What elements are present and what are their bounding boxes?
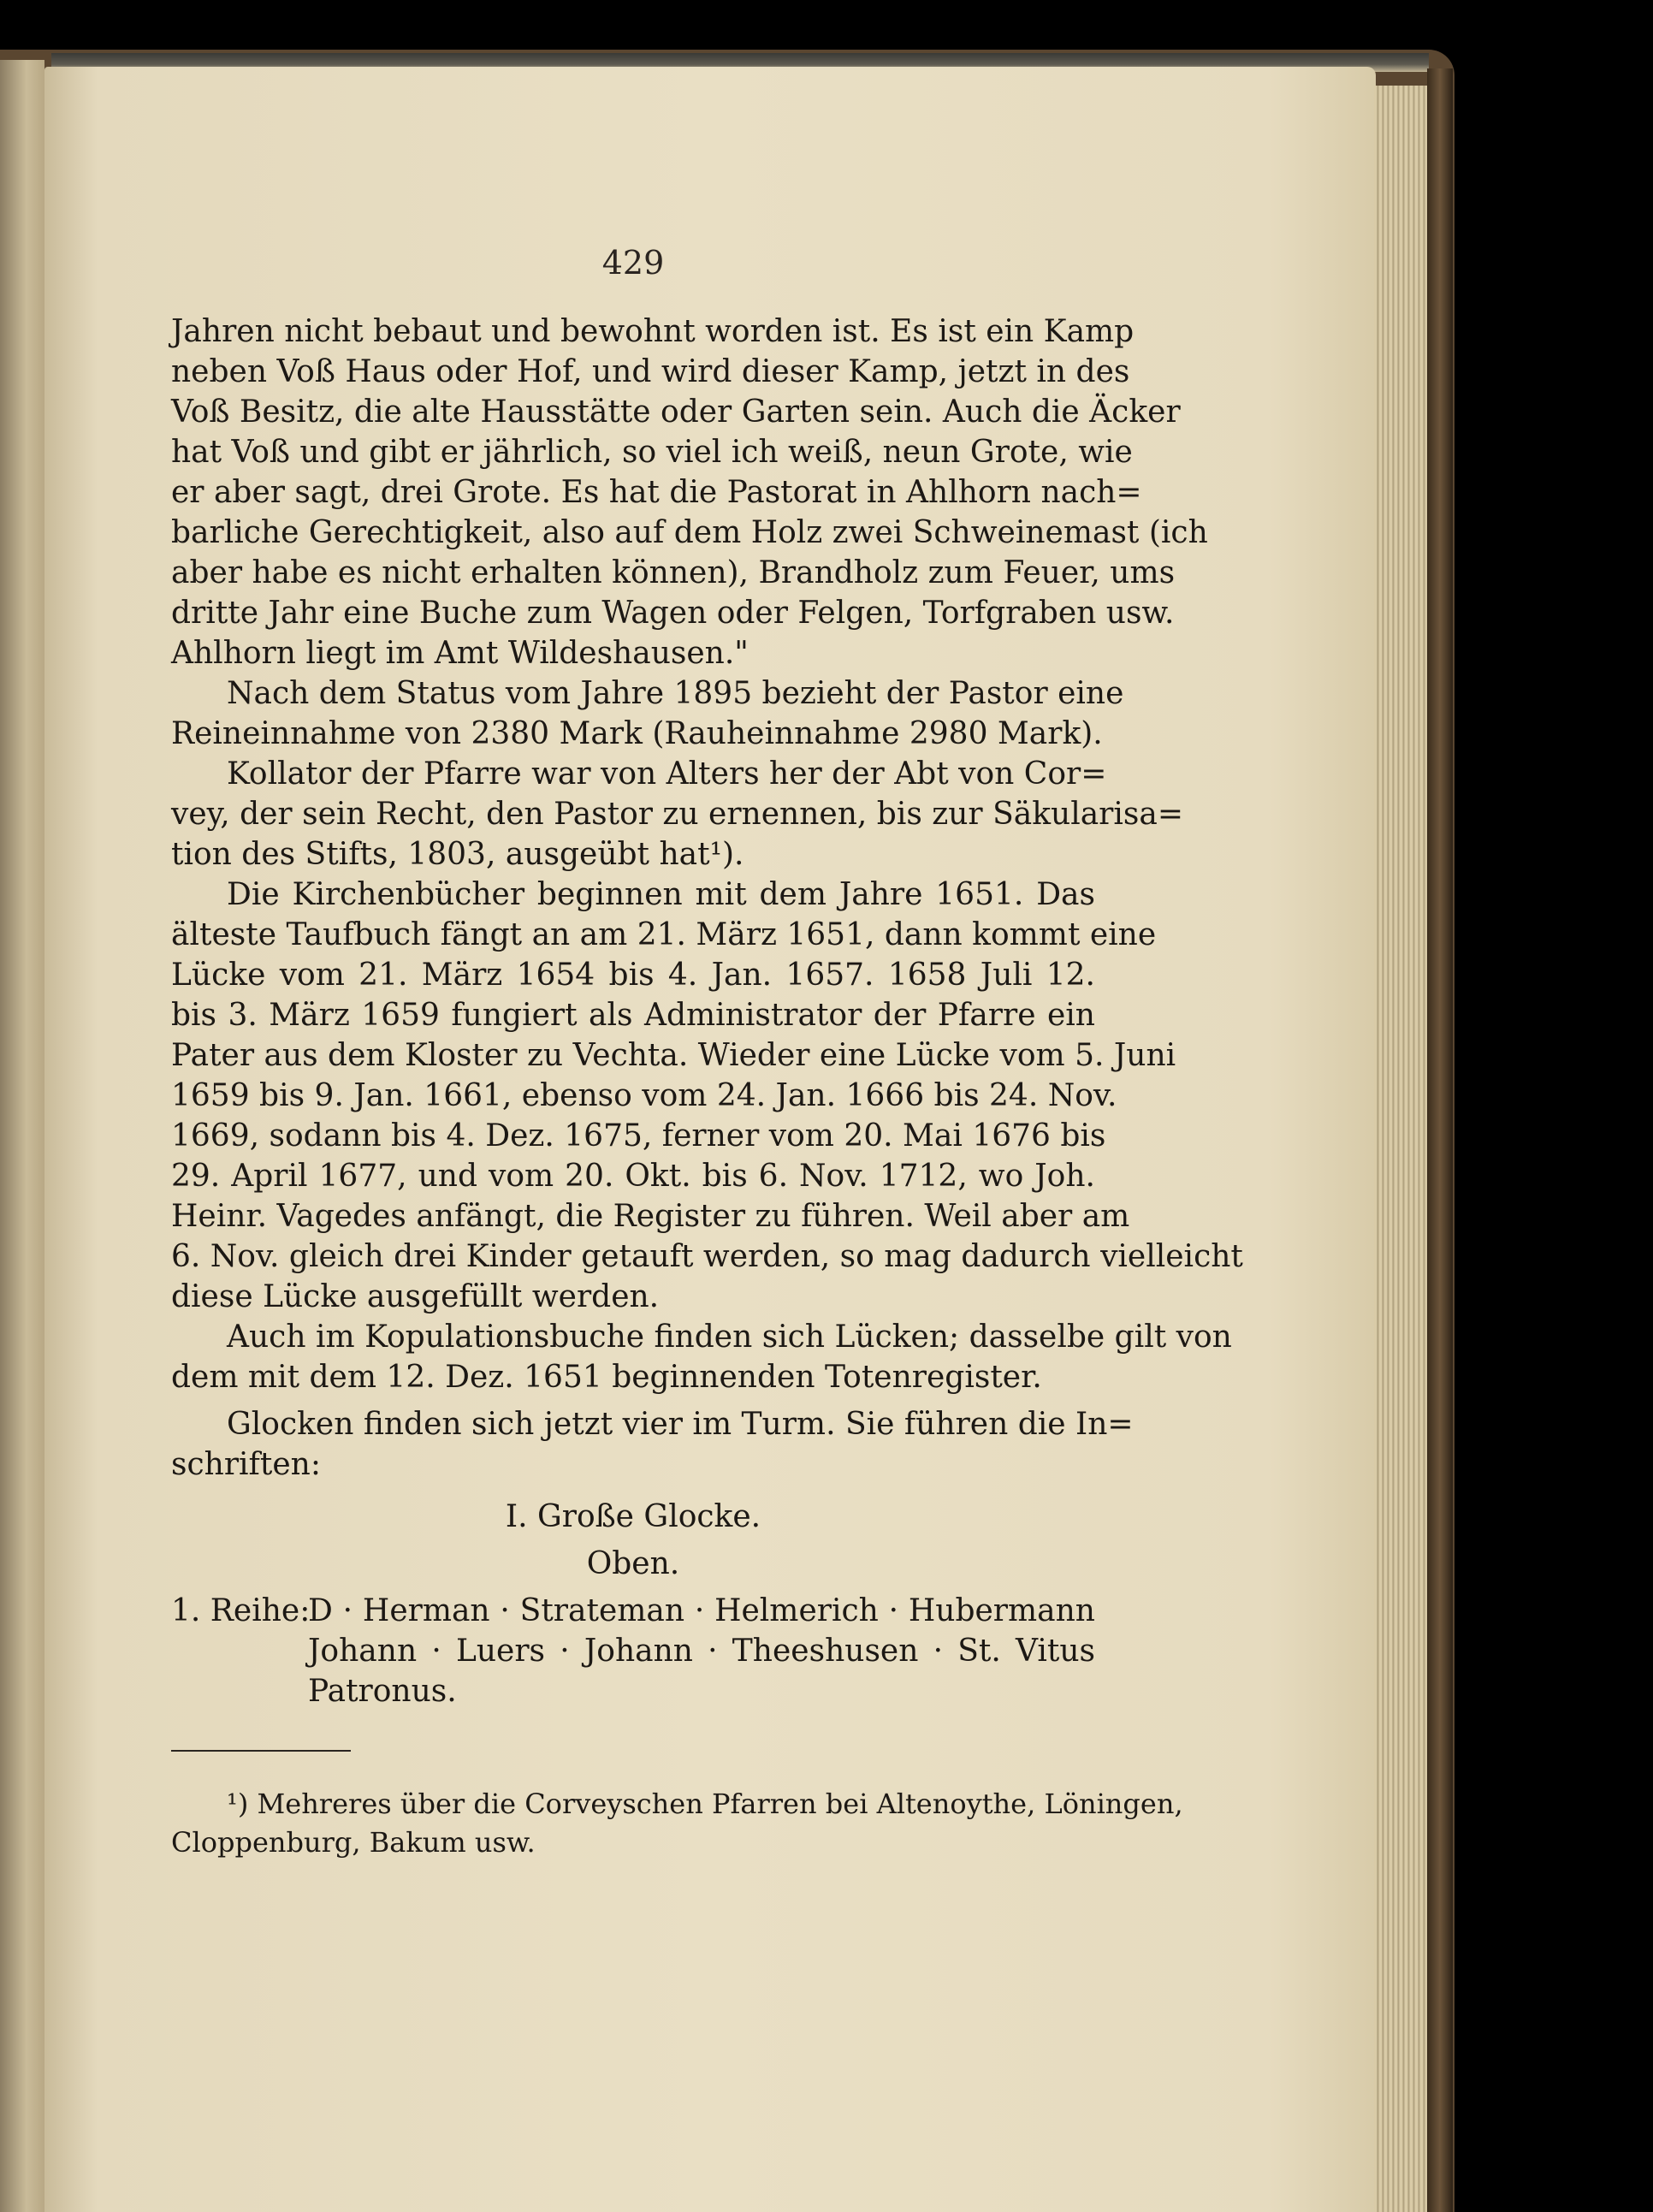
inscription-line: D · Herman · Strateman · Helmerich · Hubermann	[308, 1593, 1095, 1628]
text-line: älteste Taufbuch fängt an am 21. März 1651, dann kommt eine	[171, 917, 1157, 952]
text-line: Pater aus dem Kloster zu Vechta. Wieder eine Lücke vom 5. Juni	[171, 1038, 1176, 1073]
text-line: Die Kirchenbücher beginnen mit dem Jahre 1651. Das	[227, 877, 1095, 912]
text-line: dritte Jahr eine Buche zum Wagen oder Felgen, Torfgraben usw.	[171, 596, 1175, 631]
text-line: Glocken finden sich jetzt vier im Turm. Sie führen die In=	[227, 1407, 1134, 1442]
text-line: Nach dem Status vom Jahre 1895 bezieht der Pastor eine	[227, 676, 1124, 711]
page-number: 429	[601, 244, 665, 282]
text-line: Kollator der Pfarre war von Alters her der Abt von Cor=	[227, 756, 1107, 792]
text-line: Jahren nicht bebaut und bewohnt worden ist. Es ist ein Kamp	[171, 314, 1135, 349]
text-line: 6. Nov. gleich drei Kinder getauft werden, so mag dadurch vielleicht	[171, 1239, 1243, 1274]
section-heading: I. Große Glocke.	[505, 1499, 761, 1534]
text-line: 1669, sodann bis 4. Dez. 1675, ferner vom 20. Mai 1676 bis	[171, 1118, 1106, 1153]
text-line: tion des Stifts, 1803, ausgeübt hat¹).	[171, 837, 744, 872]
footnote-line: Cloppenburg, Bakum usw.	[171, 1826, 536, 1859]
text-line: Reineinnahme von 2380 Mark (Rauheinnahme 2980 Mark).	[171, 716, 1103, 751]
text-line: barliche Gerechtigkeit, also auf dem Holz zwei Schweinemast (ich	[171, 515, 1208, 550]
inscription-line: Patronus.	[308, 1674, 457, 1709]
text-line: hat Voß und gibt er jährlich, so viel ich weiß, neun Grote, wie	[171, 435, 1133, 470]
inscription-label: 1. Reihe:	[171, 1593, 311, 1628]
text-line: 1659 bis 9. Jan. 1661, ebenso vom 24. Jan. 1666 bis 24. Nov.	[171, 1078, 1117, 1113]
text-line: aber habe es nicht erhalten können), Brandholz zum Feuer, ums	[171, 555, 1176, 590]
text-line: vey, der sein Recht, den Pastor zu ernennen, bis zur Säkularisa=	[171, 797, 1183, 832]
text-line: bis 3. März 1659 fungiert als Administrator der Pfarre ein	[171, 998, 1095, 1033]
text-line: diese Lücke ausgefüllt werden.	[171, 1279, 660, 1314]
footnote-rule	[171, 1750, 351, 1752]
text-line: neben Voß Haus oder Hof, und wird dieser Kamp, jetzt in des	[171, 354, 1130, 389]
text-line: 29. April 1677, und vom 20. Okt. bis 6. Nov. 1712, wo Joh.	[171, 1159, 1095, 1194]
text-line: dem mit dem 12. Dez. 1651 beginnenden Totenregister.	[171, 1360, 1042, 1395]
text-line: Auch im Kopulationsbuche finden sich Lücken; dasselbe gilt von	[227, 1319, 1232, 1355]
page-stack-edge	[1374, 86, 1431, 2212]
text-line: Lücke vom 21. März 1654 bis 4. Jan. 1657. 1658 Juli 12.	[171, 958, 1095, 993]
footnote-line: ¹) Mehreres über die Corveyschen Pfarren bei Altenoythe, Löningen,	[227, 1788, 1183, 1820]
inscription-line: Johann · Luers · Johann · Theeshusen · St. Vitus	[308, 1634, 1095, 1669]
text-line: er aber sagt, drei Grote. Es hat die Pastorat in Ahlhorn nach=	[171, 475, 1142, 510]
text-line: schriften:	[171, 1447, 321, 1482]
book-cover-edge	[1427, 68, 1453, 2212]
left-page-edge	[0, 60, 44, 2212]
text-line: Voß Besitz, die alte Hausstätte oder Garten sein. Auch die Äcker	[171, 394, 1181, 430]
text-line: Heinr. Vagedes anfängt, die Register zu führen. Weil aber am	[171, 1199, 1130, 1234]
subheading: Oben.	[586, 1546, 680, 1581]
text-line: Ahlhorn liegt im Amt Wildeshausen."	[171, 636, 749, 671]
